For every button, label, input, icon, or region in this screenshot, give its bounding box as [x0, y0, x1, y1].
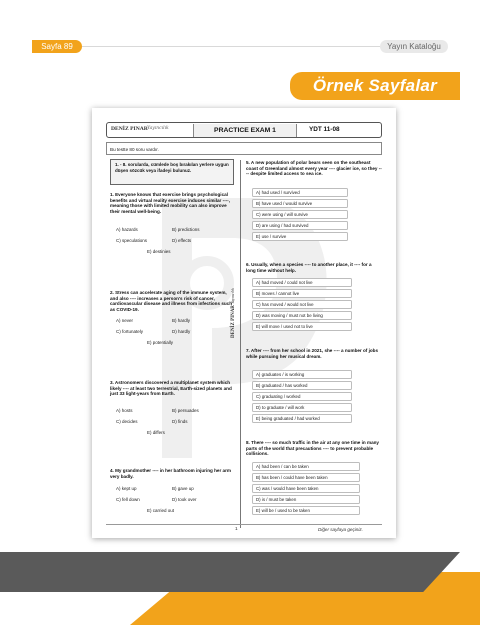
exam-page-number: 1: [235, 527, 238, 532]
answer-option[interactable]: B) graduated / has worked: [252, 381, 352, 390]
publisher-logo-script: Yayıncılık: [147, 126, 169, 131]
catalog-label: Yayın Kataloğu: [380, 40, 448, 53]
exam-title: PRACTICE EXAM 1: [193, 124, 297, 137]
answer-option[interactable]: C) fortunately: [116, 329, 144, 334]
publisher-logo: DENİZ PINAR: [111, 126, 148, 132]
answer-option[interactable]: B) persuades: [172, 408, 199, 413]
answer-option[interactable]: C) has moved / would not live: [252, 300, 352, 309]
bottom-dark-band: [0, 552, 460, 592]
answer-option[interactable]: D) finds: [172, 419, 188, 424]
answer-option[interactable]: B) has been / could have been taken: [252, 473, 360, 482]
answer-option[interactable]: B) gave up: [172, 486, 194, 491]
section-title: Örnek Sayfalar: [290, 72, 460, 100]
answer-option[interactable]: E) use / survive: [252, 232, 348, 241]
question-stem: 6. Usually, when a species ---- to another place, it ---- for a long time without help.: [246, 262, 372, 273]
page-number-badge: Sayfa 89: [32, 40, 82, 53]
answer-option[interactable]: E) carried out: [147, 508, 175, 513]
answer-option[interactable]: C) fell down: [116, 497, 140, 502]
answer-option[interactable]: D) effects: [172, 238, 192, 243]
answer-option[interactable]: A) never: [116, 318, 134, 323]
answer-option[interactable]: D) are using / had survived: [252, 221, 348, 230]
answer-option[interactable]: E) destinies: [147, 249, 171, 254]
answer-option[interactable]: A) kept up: [116, 486, 137, 491]
vertical-publisher-logo: DENİZ PINAR Yayıncılık: [230, 288, 236, 338]
answer-option[interactable]: E) will be / used to be taken: [252, 506, 360, 515]
answer-option[interactable]: E) being graduated / had worked: [252, 414, 352, 423]
answer-option[interactable]: A) graduates / is working: [252, 370, 352, 379]
answer-option[interactable]: C) speculations: [116, 238, 148, 243]
answer-option[interactable]: B) hardly: [172, 318, 191, 323]
question-stem: 8. There ---- so much traffic in the air at any one time in many parts of the world that precautions ---- to prevent probable collisions.: [246, 440, 379, 457]
answer-option[interactable]: C) graduating / worked: [252, 392, 352, 401]
exam-code: YDT 11-08: [309, 126, 340, 133]
question-stem: 5. A new population of polar bears seen on the southeast coast of Greenland almost every year ---- glacier ice, so they ---- despite limited access to sea ice.: [246, 160, 382, 177]
exam-page: [92, 108, 396, 538]
answer-option[interactable]: D) to graduate / will work: [252, 403, 352, 412]
answer-option[interactable]: D) was moving / must not be living: [252, 311, 352, 320]
header-divider: [82, 46, 380, 47]
answer-option[interactable]: D) hardly: [172, 329, 191, 334]
column-divider: [240, 160, 241, 528]
question-stem: 2. Stress can accelerate aging of the immune system, and also ---- increases a person's risk of cancer, cardiovascular disease and illness from infections such as COVID-19.: [110, 290, 233, 312]
answer-option[interactable]: B) have used / would survive: [252, 199, 348, 208]
answer-option[interactable]: B) predictions: [172, 227, 200, 232]
footer-divider: [106, 524, 382, 525]
answer-option[interactable]: E) differs: [147, 430, 165, 435]
answer-option[interactable]: C) was / would have been taken: [252, 484, 360, 493]
exam-header-bar: [106, 122, 382, 138]
answer-option[interactable]: A) had been / can be taken: [252, 462, 360, 471]
question-stem: 3. Astronomers discovered a multiplanet system which likely ---- at least two terrestrial, Earth-sized planets and just 33 light-years from Earth.: [110, 380, 232, 397]
answer-option[interactable]: D) is / must be taken: [252, 495, 360, 504]
answer-option[interactable]: B) moves / cannot live: [252, 289, 352, 298]
answer-option[interactable]: A) hazards: [116, 227, 138, 232]
answer-option[interactable]: A) hosts: [116, 408, 133, 413]
question-stem: 7. After ---- from her school in 2021, she ---- a number of jobs while pursuing her musical dream.: [246, 348, 379, 359]
answer-option[interactable]: E) will move / used not to live: [252, 322, 352, 331]
question-stem: 1. Everyone knows that exercise brings psychological benefits and virtual reality exercise induces similar ----, meaning those with limited mobility can also improve their mental well-being.: [110, 192, 230, 214]
answer-option[interactable]: D) took over: [172, 497, 197, 502]
question-stem: 4. My grandmother ---- in her bathroom injuring her arm very badly.: [110, 468, 231, 479]
answer-option[interactable]: C) were using / will survive: [252, 210, 348, 219]
answer-option[interactable]: A) had used / survived: [252, 188, 348, 197]
answer-option[interactable]: C) decides: [116, 419, 138, 424]
answer-option[interactable]: A) had moved / could not live: [252, 278, 352, 287]
next-page-note: Diğer sayfaya geçiniz.: [318, 527, 363, 532]
instruction-note: 1. - 8. sorularda, cümlede boş bırakılan yerlere uygun düşen sözcük veya ifadeyi bulunuz.: [110, 159, 234, 185]
answer-option[interactable]: E) potentially: [147, 340, 174, 345]
exam-instruction: Bu testte 80 soru vardır.: [106, 142, 382, 155]
